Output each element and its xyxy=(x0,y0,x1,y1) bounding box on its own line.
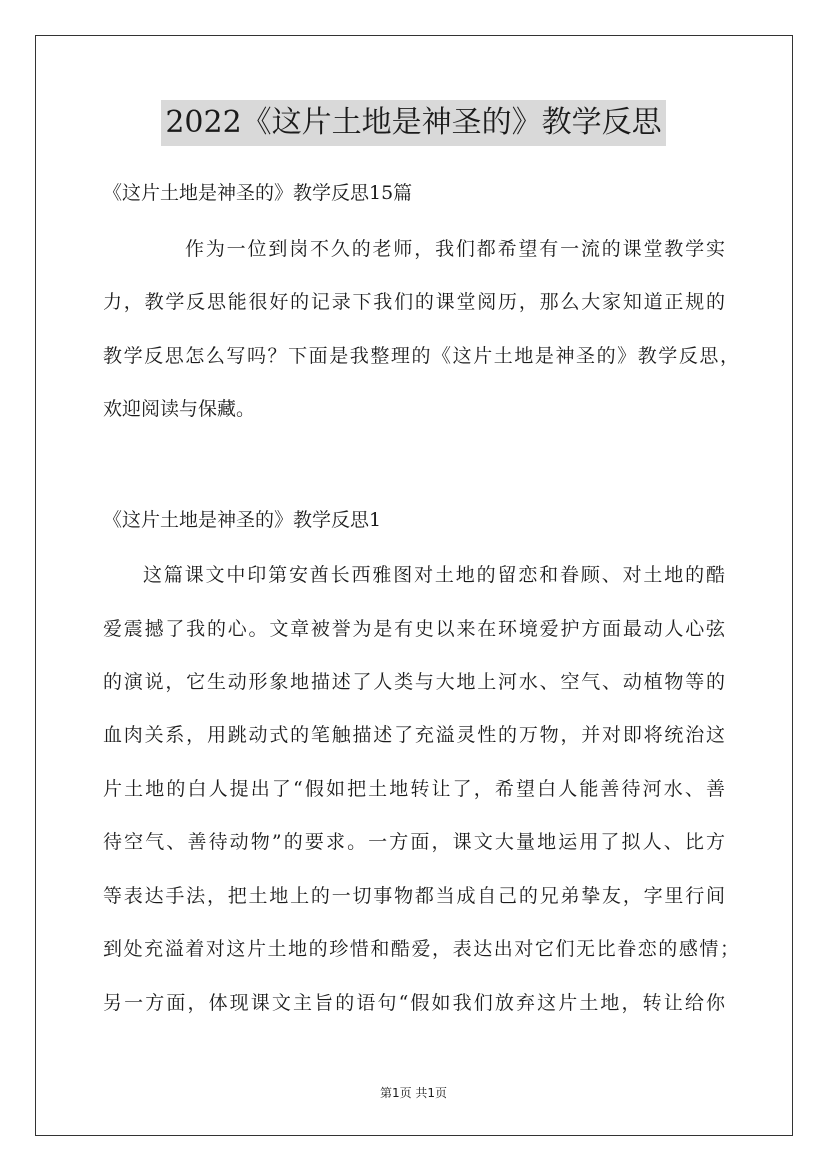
subtitle: 《这片土地是神圣的》教学反思15篇 xyxy=(103,182,413,204)
intro-line: 作为一位到岗不久的老师，我们都希望有一流的课堂教学实 xyxy=(185,238,725,260)
title-container xyxy=(0,100,827,146)
body-line: 爱震撼了我的心。文章被誉为是有史以来在环境爱护方面最动人心弦 xyxy=(103,618,725,640)
body-line: 片土地的白人提出了“假如把土地转让了，希望白人能善待河水、善 xyxy=(103,778,725,800)
page-number: 第1页 共1页 xyxy=(379,1086,448,1100)
body-line: 另一方面，体现课文主旨的语句“假如我们放弃这片土地，转让给你 xyxy=(103,992,725,1014)
body-line: 这篇课文中印第安酋长西雅图对土地的留恋和眷顾、对土地的酷 xyxy=(143,564,725,586)
body-line: 的演说，它生动形象地描述了人类与大地上河水、空气、动植物等的 xyxy=(103,671,725,693)
body-line: 待空气、善待动物”的要求。一方面，课文大量地运用了拟人、比方 xyxy=(103,831,725,853)
intro-line: 力，教学反思能很好的记录下我们的课堂阅历，那么大家知道正规的 xyxy=(103,291,725,313)
body-line: 到处充溢着对这片土地的珍惜和酷爱，表达出对它们无比眷恋的感情； xyxy=(103,938,739,960)
section-heading: 《这片土地是神圣的》教学反思1 xyxy=(103,509,382,531)
body-line: 等表达手法，把土地上的一切事物都当成自己的兄弟挚友，字里行间 xyxy=(103,885,725,907)
body-line: 血肉关系，用跳动式的笔触描述了充溢灵性的万物，并对即将统治这 xyxy=(103,724,725,746)
intro-line: 教学反思怎么写吗？下面是我整理的《这片土地是神圣的》教学反思， xyxy=(103,345,739,367)
intro-line: 欢迎阅读与保藏。 xyxy=(103,398,256,420)
document-title: 2022《这片土地是神圣的》教学反思 xyxy=(161,100,665,146)
